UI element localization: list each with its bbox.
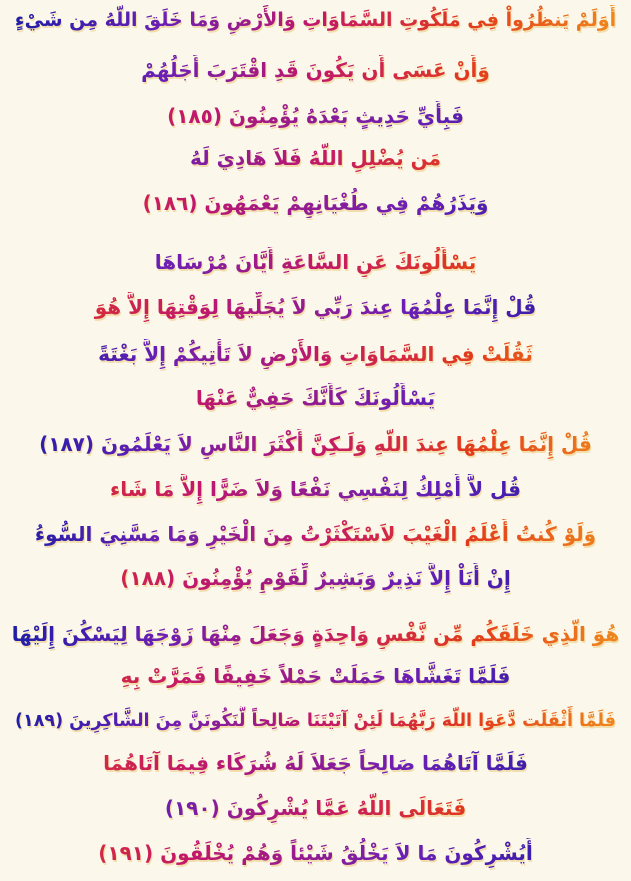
verse-line-10: قُلْ إِنَّمَا عِلْمُهَا عِندَ اللّهِ وَلَـكِنَّ أَكْثَرَ النَّاسِ لاَ يَعْلَمُونَ (١٨٧) xyxy=(8,429,623,459)
verse-line-14: هُوَ الَّذِي خَلَقَكُم مِّن نَّفْسٍ وَاحِدَةٍ وَجَعَلَ مِنْهَا زَوْجَهَا لِيَسْكُنَ إِلَيْهَا xyxy=(8,619,623,649)
verse-line-13: إِنْ أَنَاْ إِلاَّ نَذِيرٌ وَبَشِيرٌ لِّقَوْمٍ يُؤْمِنُونَ (١٨٨) xyxy=(8,563,623,593)
verse-line-5: وَيَذَرُهُمْ فِي طُغْيَانِهِمْ يَعْمَهُونَ (١٨٦) xyxy=(8,188,623,218)
verse-line-17: فَلَمَّا آتَاهُمَا صَالِحاً جَعَلاَ لَهُ شُرَكَاء فِيمَا آتَاهُمَا xyxy=(8,748,623,778)
verse-line-4: مَن يُضْلِلِ اللّهُ فَلاَ هَادِيَ لَهُ xyxy=(8,143,623,173)
verse-line-3: فَبِأَيِّ حَدِيثٍ بَعْدَهُ يُؤْمِنُونَ (١٨٥) xyxy=(8,101,623,131)
verse-line-18: فَتَعَالَى اللّهُ عَمَّا يُشْرِكُونَ (١٩٠) xyxy=(8,793,623,823)
verse-line-1: أَوَلَمْ يَنظُرُواْ فِي مَلَكُوتِ السَّمَاوَاتِ وَالأَرْضِ وَمَا خَلَقَ اللّهُ مِن شَيْءٍ xyxy=(8,5,623,35)
verse-line-9: يَسْأَلُونَكَ كَأَنَّكَ حَفِيٌّ عَنْهَا xyxy=(8,383,623,413)
verse-line-15: فَلَمَّا تَغَشَّاهَا حَمَلَتْ حَمْلاً خَفِيفًا فَمَرَّتْ بِهِ xyxy=(8,661,623,691)
verse-line-11: قُل لاَّ أَمْلِكُ لِنَفْسِي نَفْعًا وَلاَ ضَرًّا إِلاَّ مَا شَاء xyxy=(8,474,623,504)
verse-line-7: قُلْ إِنَّمَا عِلْمُهَا عِندَ رَبِّي لاَ يُجَلِّيهَا لِوَقْتِهَا إِلاَّ هُوَ xyxy=(8,292,623,322)
verse-line-12: وَلَوْ كُنتُ أَعْلَمُ الْغَيْبَ لاَسْتَكْثَرْتُ مِنَ الْخَيْرِ وَمَا مَسَّنِيَ السُّوءُ xyxy=(8,519,623,549)
verse-line-19: أَيُشْرِكُونَ مَا لاَ يَخْلُقُ شَيْئاً وَهُمْ يُخْلَقُونَ (١٩١) xyxy=(8,838,623,868)
verse-line-8: ثَقُلَتْ فِي السَّمَاوَاتِ وَالأَرْضِ لاَ تَأْتِيكُمْ إِلاَّ بَغْتَةً xyxy=(8,339,623,369)
verse-line-2: وَأَنْ عَسَى أَن يَكُونَ قَدِ اقْتَرَبَ أَجَلُهُمْ xyxy=(8,55,623,85)
verse-line-6: يَسْأَلُونَكَ عَنِ السَّاعَةِ أَيَّانَ مُرْسَاهَا xyxy=(8,247,623,277)
verse-line-16: فَلَمَّا أَثْقَلَت دَّعَوَا اللّهَ رَبَّهُمَا لَئِنْ آتَيْتَنَا صَالِحاً لَّنَكُونَنَّ مِنَ الشَّاكِرِينَ (١٨٩) xyxy=(8,706,623,736)
